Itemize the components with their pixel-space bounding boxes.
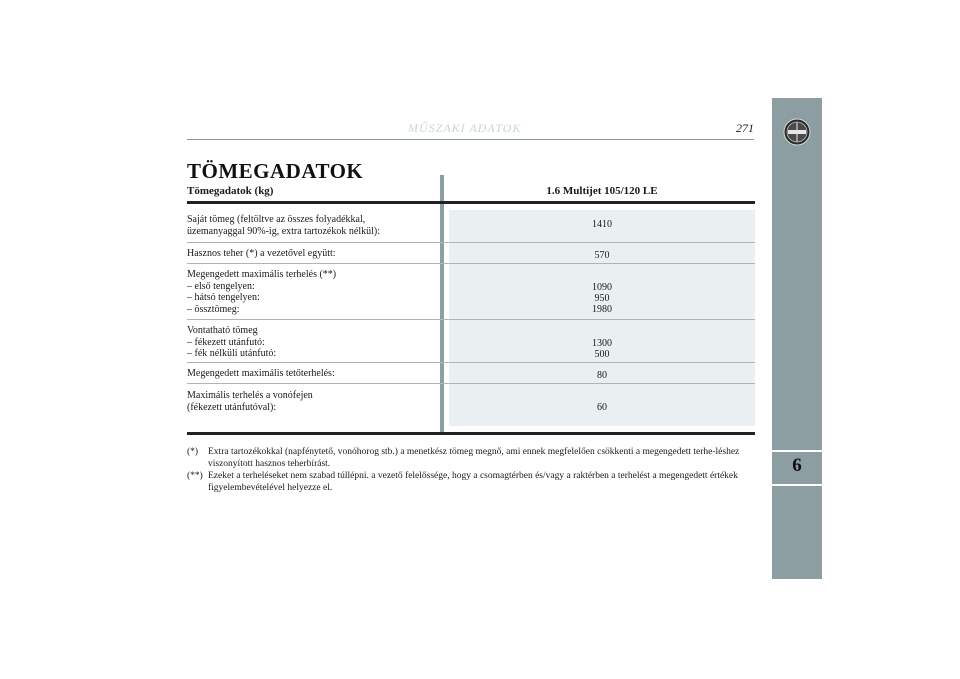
- running-header-title: MŰSZAKI ADATOK: [408, 121, 522, 135]
- table-header-rule: [187, 201, 755, 204]
- footnote-text: Ezeket a terheléseket nem szabad túllépni. a vezető felelőssége, hogy a csomagtérben és/vagy a raktérben a terhelést a megengedett értékek figyelembevételével helyezze el.: [208, 471, 738, 493]
- row-label-roof-load: Megengedett maximális tetőterhelés:: [187, 368, 335, 379]
- footnote-mark: (*): [187, 447, 199, 457]
- row-value-max-load: 1090 950 1980: [592, 282, 612, 315]
- row-value-towable-mass: 1300 500: [592, 338, 612, 360]
- table-bottom-rule: [187, 432, 755, 435]
- chapter-tab-separator: [772, 450, 822, 452]
- footnote-2: [187, 470, 757, 494]
- footnote-mark: (**): [187, 471, 203, 481]
- chapter-side-tab: [772, 98, 822, 579]
- value-column-header: 1.6 Multijet 105/120 LE: [546, 185, 658, 197]
- column-divider: [440, 175, 444, 434]
- row-value-payload: 570: [594, 250, 610, 261]
- row-divider: [187, 319, 755, 320]
- section-title: TÖMEGADATOK: [187, 159, 364, 183]
- footnote-text: Extra tartozékokkal (napfénytető, vonóhorog stb.) a menetkész tömeg megnő, ami ennek megfelelően csökkenti a megengedett terhe-léshez viszonyított hasznos teherbírást.: [208, 447, 740, 469]
- chapter-number: 6: [792, 455, 802, 476]
- lancia-shield-icon: [783, 118, 811, 146]
- footnote-1: [187, 446, 757, 470]
- row-divider: [187, 383, 755, 384]
- row-divider: [187, 263, 755, 264]
- row-value-curb-weight: 1410: [592, 219, 612, 230]
- row-value-roof-load: 80: [597, 370, 607, 381]
- row-label-payload: Hasznos teher (*) a vezetővel együtt:: [187, 248, 336, 259]
- page-number: 271: [736, 121, 754, 135]
- row-label-towbar-load: Maximális terhelés a vonófejen (fékezett utánfutóval):: [187, 390, 313, 413]
- chapter-tab-separator: [772, 484, 822, 486]
- label-column-header: Tömegadatok (kg): [187, 185, 274, 197]
- row-label-towable-mass: Vontatható tömeg – fékezett utánfutó: – fék nélküli utánfutó:: [187, 325, 277, 359]
- row-value-towbar-load: 60: [597, 402, 607, 413]
- row-label-curb-weight: Saját tömeg (feltöltve az összes folyadékkal, üzemanyaggal 90%-ig, extra tartozékok nélkül):: [187, 214, 380, 237]
- row-label-max-load: Megengedett maximális terhelés (**) – első tengelyen: – hátsó tengelyen: – össztömeg:: [187, 269, 337, 315]
- header-rule: [187, 139, 754, 140]
- row-divider: [187, 242, 755, 243]
- row-divider: [187, 362, 755, 363]
